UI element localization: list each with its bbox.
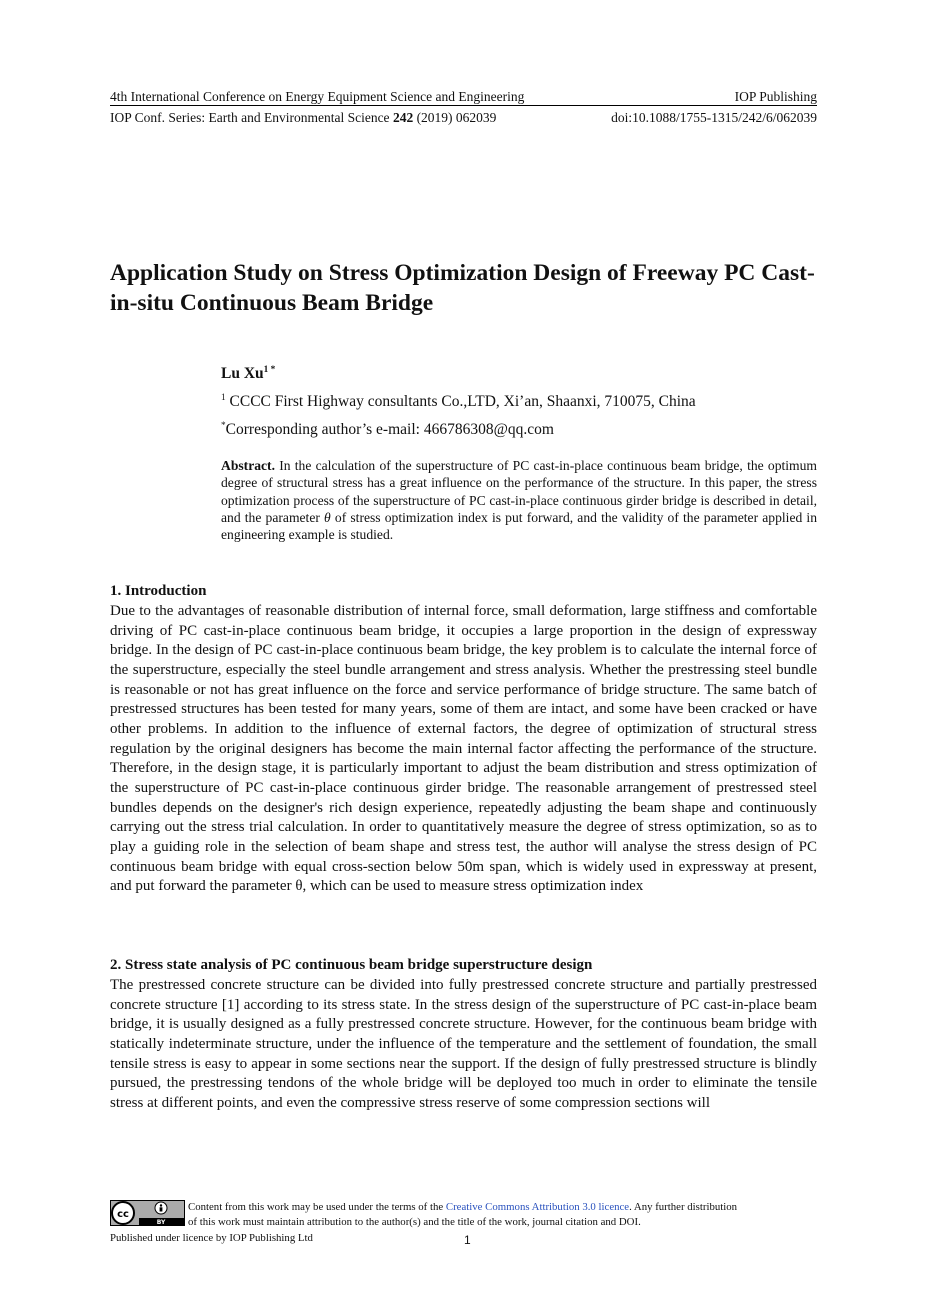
author-marks: 1 * [263,364,276,375]
affiliation-text: CCCC First Highway consultants Co.,LTD, Xi’an, Shaanxi, 710075, China [229,393,696,410]
series-year-article: (2019) 062039 [413,110,497,125]
series-citation [110,110,496,126]
paper-title: Application Study on Stress Optimization Design of Freeway PC Cast-in-situ Continuous Beam Bridge [110,260,815,316]
page-number: 1 [464,1233,471,1247]
section-2-body: The prestressed concrete structure can be divided into fully prestressed concrete structure and partially prestressed concrete structure [1] according to its stress state. In the stress design of the superstructure of PC cast-in-place beam bridge, it is usually designed as a fully prestressed concrete structure. However, for the continuous beam bridge with statically indeterminate structure, under the influence of the temperature and the settlement of foundation, the small tensile stress is easy to appear in some sections near the support. If the design of fully prestressed structure is blindly pursued, the prestressing tendons of the whole bridge will be deployed too much in order to eliminate the tensile stress at different points, and even the compressive stress reserve of some compression sections will [110,977,817,1111]
section-1-heading: 1. Introduction [110,583,207,599]
running-header-publisher: IOP Publishing [734,89,817,104]
running-header-conference: 4th International Conference on Energy Equipment Science and Engineering [110,89,525,104]
series-volume: 242 [392,110,414,125]
abstract [221,457,817,543]
abstract-theta: θ [324,509,331,525]
license-line-2: of this work must maintain attribution to the author(s) and the title of the work, journal citation and DOI. [188,1216,641,1228]
creative-commons-link[interactable]: Creative Commons Attribution 3.0 licence [445,1201,630,1213]
corresponding-mark: * [221,420,226,431]
doi[interactable]: doi:10.1088/1755-1315/242/6/062039 [611,110,817,125]
cc-badge-text: cc [117,1209,129,1220]
license-prefix: Content from this work may be used under the terms of the [188,1201,444,1213]
affiliation [221,393,696,411]
series-name: IOP Conf. Series: Earth and Environmental Science [110,110,393,125]
header-rule [110,105,817,106]
corresponding-text: Corresponding author’s e-mail: 466786308@qq.com [225,421,554,438]
abstract-text-2: of stress optimization index is put forward, and the validity of the parameter applied in engineering example is studied. [221,509,817,543]
license-suffix: . Any further distribution [629,1201,738,1213]
abstract-label: Abstract. [221,458,275,473]
by-badge-text: BY [156,1219,166,1226]
abstract-text-1: In the calculation of the superstructure of PC cast-in-place continuous beam bridge, the optimum degree of structural stress has a great influence on the performance of the structure. In this paper, the stress optimization process of the superstructure of PC cast-in-place continuous girder bridge is described in detail, and the parameter [221,458,817,525]
affiliation-mark: 1 [221,392,226,403]
corresponding-author [221,421,554,439]
cc-by-license-icon [110,1200,185,1226]
author-name: Lu Xu [221,365,264,382]
license-line-1 [188,1200,737,1215]
author-line [221,365,275,383]
section-1-body: Due to the advantages of reasonable distribution of internal force, small deformation, large stiffness and comfortable driving of PC cast-in-place continuous beam bridge, it occupies a large proportion in the design of expressway bridge. In the design of PC cast-in-place continuous beam bridge, the key problem is to calculate the internal force of the superstructure, especially the steel bundle arrangement and stress analysis. Whether the prestressing steel bundle is reasonable or not has great influence on the force and service performance of bridge structure. The same batch of prestressed structures has been tested for many years, some of them are intact, and some have been cracked or have other problems. In addition to the influence of external factors, the degree of optimization of structural stress regulation by the original designers has become the main internal factor affecting the performance of the structure. Therefore, in the design stage, it is particularly important to adjust the beam distribution and stress optimization of the superstructure of PC cast-in-place continuous girder bridge. The reasonable arrangement of prestressed steel bundles depends on the designer's rich design experience, repeatedly adjusting the beam shape and continuously carrying out the stress trial calculation. In order to quantitatively measure the degree of stress optimization, so as to play a guiding role in the selection of beam shape and stress test, the author will analyse the stress design of PC continuous beam bridge with equal cross-section below 50m span, which is widely used in expressway at present, and put forward the parameter θ, which can be used to measure stress optimization index [110,603,817,895]
published-under-licence: Published under licence by IOP Publishing Ltd [110,1232,313,1244]
section-2-heading: 2. Stress state analysis of PC continuous beam bridge superstructure design [110,957,593,973]
